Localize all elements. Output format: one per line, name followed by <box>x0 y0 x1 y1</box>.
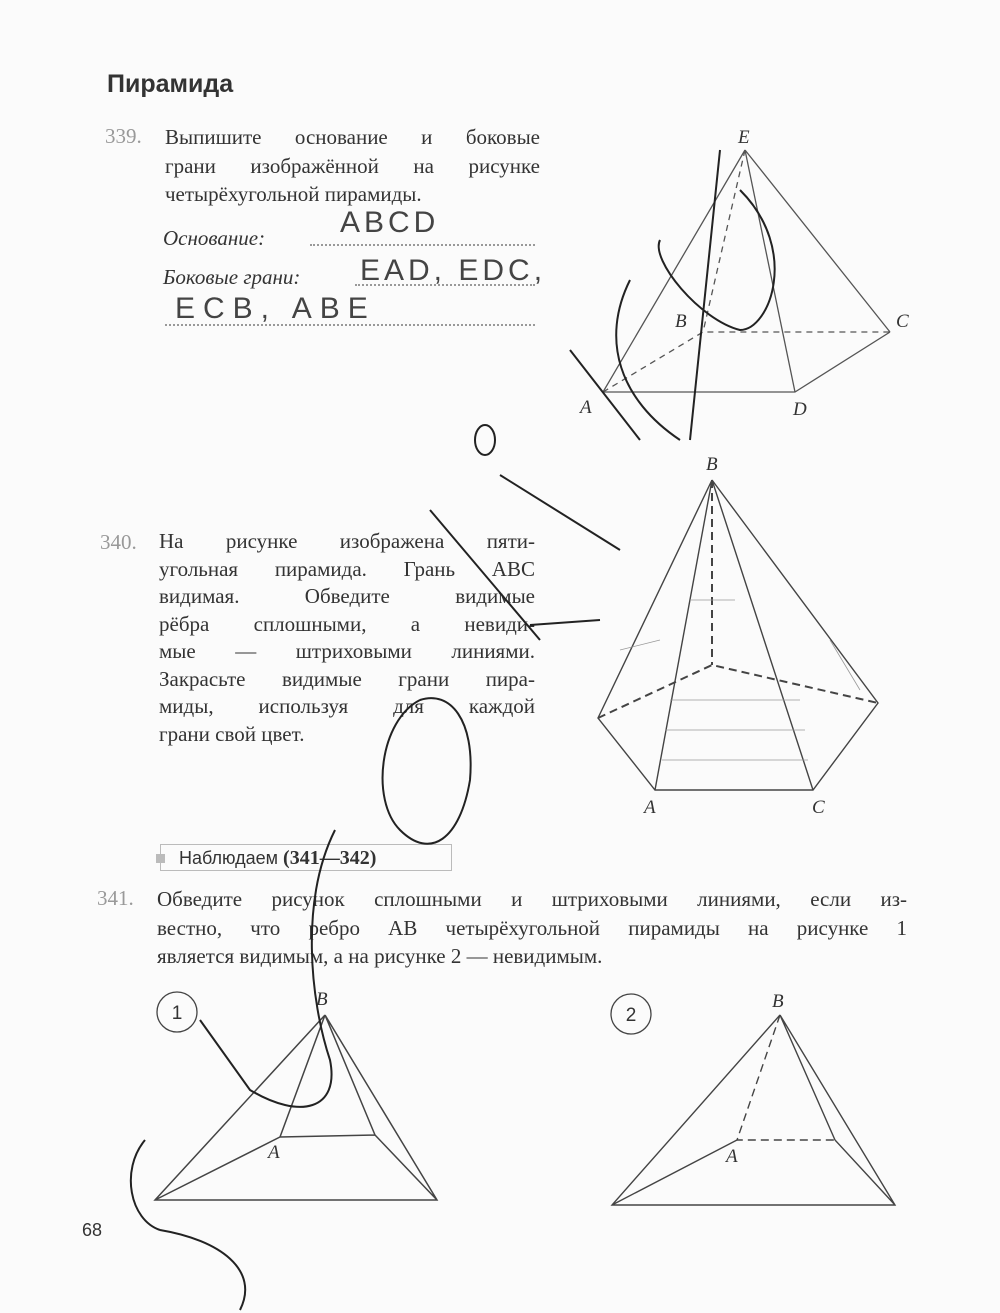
pyramid-339 <box>603 150 890 392</box>
figure-2-number: 2 <box>625 1005 637 1026</box>
vertex-label-c: C <box>812 797 825 818</box>
vertex-label-b: B <box>316 989 328 1010</box>
text-line: является видимым, а на рисунке 2 — невидимым. <box>157 944 603 968</box>
page-number: 68 <box>82 1220 103 1240</box>
scribble-circle <box>475 425 495 455</box>
text-line: Обведите рисунок сплошными и штриховыми линиями, если из- <box>157 887 907 911</box>
text-line: мые — штриховыми линиями. <box>159 639 535 663</box>
faces-label: Боковые грани: <box>163 265 301 289</box>
hidden-edges <box>603 150 890 392</box>
faces-answer-handwritten-1: EAD, EDC, <box>360 254 547 287</box>
text-line: Выпишите основание и боковые <box>165 125 540 149</box>
vertex-label-a: A <box>580 397 592 418</box>
visible-edges <box>598 480 878 790</box>
text-line: грани свой цвет. <box>159 721 305 746</box>
vertex-label-e: E <box>738 127 750 148</box>
text-line: угольная пирамида. Грань ABC <box>159 556 535 581</box>
page-title: Пирамида <box>107 70 234 98</box>
text-line: грани изображённой на рисунке <box>165 153 540 178</box>
hidden-edges <box>737 1015 835 1140</box>
exercise-number-339: 339. <box>105 124 142 148</box>
observe-label: Наблюдаем <box>179 848 279 868</box>
exercise-number-341: 341. <box>97 886 134 910</box>
observe-range: (341—342) <box>283 847 377 869</box>
base-label: Основание: <box>163 226 266 250</box>
text-line: рёбра сплошными, а невиди- <box>159 611 535 636</box>
text-line: На рисунке изображена пяти- <box>159 529 535 553</box>
figure-1-number: 1 <box>171 1003 183 1024</box>
vertex-label-c: C <box>896 311 909 332</box>
face-hatching <box>620 600 860 760</box>
visible-edges <box>612 1015 895 1205</box>
scribble <box>430 475 620 640</box>
text-line: четырёхугольной пирамиды. <box>165 182 422 206</box>
visible-edges <box>603 150 890 392</box>
pyramid-341-fig2 <box>612 1015 895 1205</box>
exercise-number-340: 340. <box>100 530 137 554</box>
vertex-label-d: D <box>793 399 807 420</box>
vertex-label-b: B <box>772 991 784 1012</box>
base-answer-handwritten: ABCD <box>340 206 440 239</box>
vertex-label-a: A <box>268 1142 280 1163</box>
vertex-label-a: A <box>726 1146 738 1167</box>
scribble <box>570 150 775 440</box>
vertex-label-a: A <box>644 797 656 818</box>
vertex-label-b: B <box>706 454 718 475</box>
pyramid-340 <box>598 480 878 790</box>
text-line: миды, используя для каждой <box>159 694 535 718</box>
text-line: видимая. Обведите видимые <box>159 584 535 608</box>
faces-answer-handwritten-2: ECB, ABE <box>175 292 376 325</box>
text-line: Закрасьте видимые грани пира- <box>159 666 535 691</box>
scribble-loop <box>383 698 471 844</box>
text-line: вестно, что ребро AB четырёхугольной пирамиды на рисунке 1 <box>157 915 907 940</box>
vertex-label-b: B <box>675 311 687 332</box>
